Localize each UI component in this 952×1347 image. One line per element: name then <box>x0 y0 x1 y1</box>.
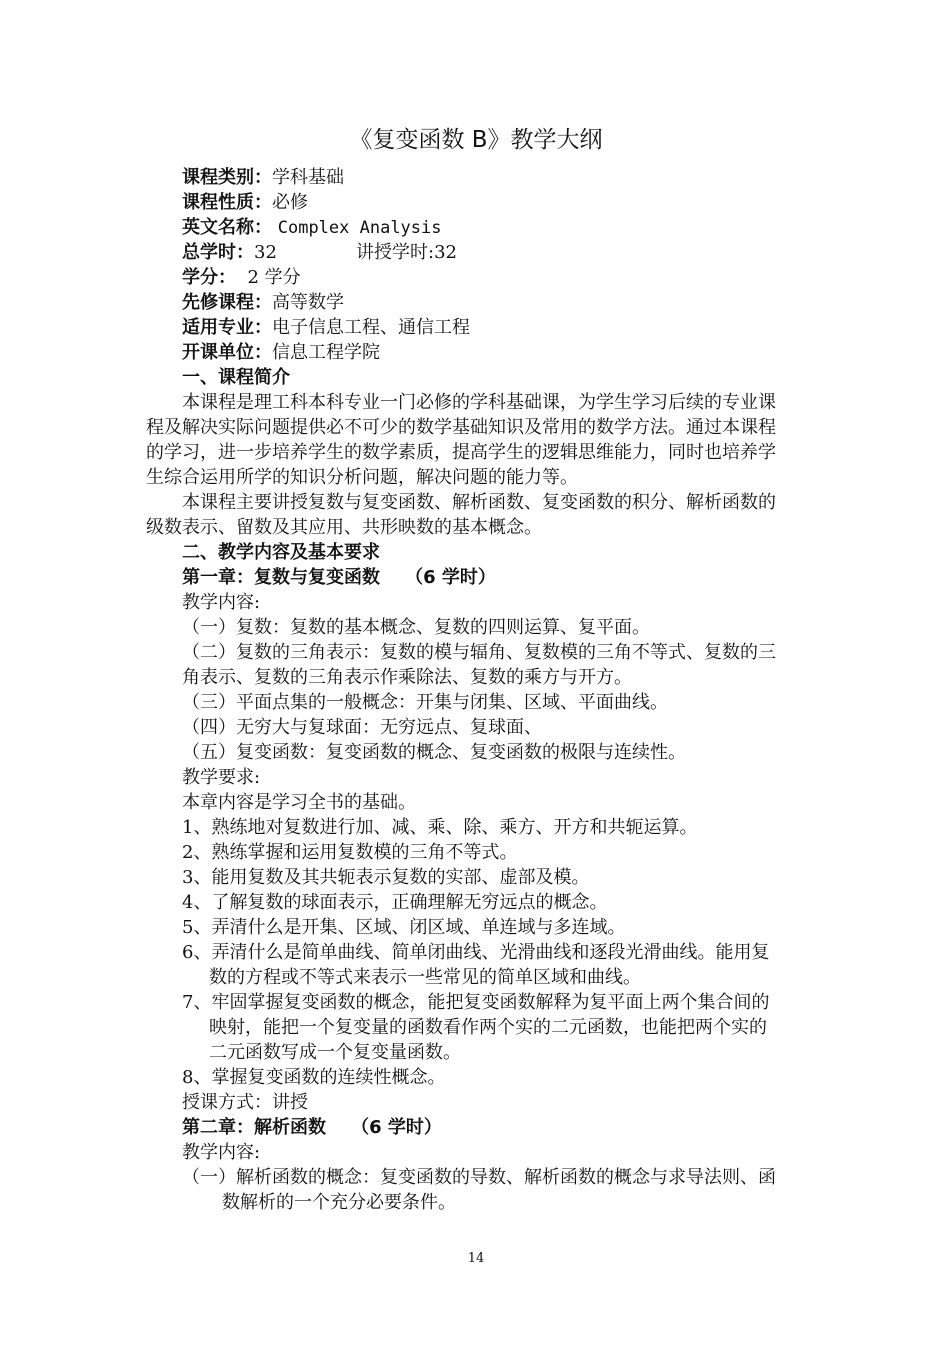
chapter-2-hours: （6 学时） <box>351 1117 442 1138</box>
course-nature-line <box>182 190 308 215</box>
chapter-1-content-item: 角表示、复数的三角表示作乘除法、复数的乘方与开方。 <box>182 667 632 688</box>
intro-paragraph-line: 本课程主要讲授复数与复变函数、解析函数、复变函数的积分、解析函数的 <box>182 492 776 513</box>
prerequisite-value: 高等数学 <box>272 292 344 313</box>
majors-line <box>182 315 470 340</box>
document-title: 《复变函数 B》教学大纲 <box>349 127 603 153</box>
chapter-1-content-item: （一）复数：复数的基本概念、复数的四则运算、复平面。 <box>182 617 650 638</box>
chapter-1-requirement: 3、能用复数及其共轭表示复数的实部、虚部及模。 <box>182 867 590 888</box>
intro-paragraph-line: 生综合运用所学的知识分析问题，解决问题的能力等。 <box>146 467 578 488</box>
chapter-1-requirement: 4、了解复数的球面表示，正确理解无穷远点的概念。 <box>182 892 608 913</box>
prerequisite-line <box>182 290 344 315</box>
chapter-2-title: 第二章：解析函数 <box>182 1117 326 1138</box>
lecture-hours: 讲授学时:32 <box>356 242 457 263</box>
chapter-1-requirement: 7、牢固掌握复变函数的概念，能把复变函数解释为复平面上两个集合间的 <box>182 992 770 1013</box>
credits-value: 2 学分 <box>247 267 301 288</box>
credits-label: 学分： <box>182 267 236 288</box>
chapter-1-requirements-intro: 本章内容是学习全书的基础。 <box>182 792 416 813</box>
department-value: 信息工程学院 <box>272 342 380 363</box>
chapter-2-content-item: 数解析的一个充分必要条件。 <box>222 1192 456 1213</box>
chapter-1-requirement: 二元函数写成一个复变量函数。 <box>209 1042 461 1063</box>
chapter-1-content-item: （五）复变函数：复变函数的概念、复变函数的极限与连续性。 <box>182 742 686 763</box>
chapter-1-requirement: 5、弄清什么是开集、区域、闭区域、单连域与多连域。 <box>182 917 626 938</box>
chapter-1-requirement: 数的方程或不等式来表示一些常见的简单区域和曲线。 <box>209 967 641 988</box>
intro-paragraph-line: 本课程是理工科本科专业一门必修的学科基础课，为学生学习后续的专业课 <box>182 392 776 413</box>
chapter-1-hours: （6 学时） <box>405 567 496 588</box>
intro-paragraph-line: 的学习，进一步培养学生的数学素质，提高学生的逻辑思维能力，同时也培养学 <box>146 442 776 463</box>
intro-paragraph-line: 级数表示、留数及其应用、共形映数的基本概念。 <box>146 517 542 538</box>
chapter-1-requirements-label: 教学要求: <box>182 767 261 788</box>
total-hours-line <box>182 240 277 265</box>
chapter-1-content-item: （二）复数的三角表示：复数的模与辐角、复数模的三角不等式、复数的三 <box>182 642 776 663</box>
department-label: 开课单位： <box>182 342 272 363</box>
chapter-2-heading <box>182 1115 442 1140</box>
chapter-1-title: 第一章：复数与复变函数 <box>182 567 380 588</box>
department-line <box>182 340 380 365</box>
chapter-1-teaching-method: 授课方式：讲授 <box>182 1092 308 1113</box>
english-name-line <box>182 215 442 241</box>
chapter-1-requirement: 映射，能把一个复变量的函数看作两个实的二元函数，也能把两个实的 <box>209 1017 767 1038</box>
prerequisite-label: 先修课程： <box>182 292 272 313</box>
english-name-label: 英文名称： <box>182 217 272 238</box>
chapter-1-heading <box>182 565 496 590</box>
course-nature-value: 必修 <box>272 192 308 213</box>
total-hours-label: 总学时： <box>182 242 254 263</box>
credits-line <box>182 265 301 290</box>
chapter-1-requirement: 6、弄清什么是简单曲线、简单闭曲线、光滑曲线和逐段光滑曲线。能用复 <box>182 942 770 963</box>
chapter-1-requirement: 8、掌握复变函数的连续性概念。 <box>182 1067 446 1088</box>
page-number: 14 <box>467 1251 485 1266</box>
course-category-value: 学科基础 <box>272 167 344 188</box>
course-nature-label: 课程性质： <box>182 192 272 213</box>
chapter-1-requirement: 2、熟练掌握和运用复数模的三角不等式。 <box>182 842 518 863</box>
total-hours-value: 32 <box>254 242 277 263</box>
majors-value: 电子信息工程、通信工程 <box>272 317 470 338</box>
chapter-2-content-item: （一）解析函数的概念：复变函数的导数、解析函数的概念与求导法则、函 <box>182 1167 776 1188</box>
course-category-label: 课程类别： <box>182 167 272 188</box>
chapter-1-content-item: （四）无穷大与复球面：无穷远点、复球面、 <box>182 717 542 738</box>
course-category-line <box>182 165 344 190</box>
chapter-1-content-label: 教学内容: <box>182 592 261 613</box>
english-name-value: Complex Analysis <box>277 218 442 238</box>
section-heading-content: 二、教学内容及基本要求 <box>182 542 380 563</box>
section-heading-intro: 一、课程简介 <box>182 367 290 388</box>
intro-paragraph-line: 程及解决实际问题提供必不可少的数学基础知识及常用的数学方法。通过本课程 <box>146 417 776 438</box>
chapter-2-content-label: 教学内容: <box>182 1142 261 1163</box>
majors-label: 适用专业： <box>182 317 272 338</box>
chapter-1-requirement: 1、熟练地对复数进行加、减、乘、除、乘方、开方和共轭运算。 <box>182 817 698 838</box>
chapter-1-content-item: （三）平面点集的一般概念：开集与闭集、区域、平面曲线。 <box>182 692 668 713</box>
